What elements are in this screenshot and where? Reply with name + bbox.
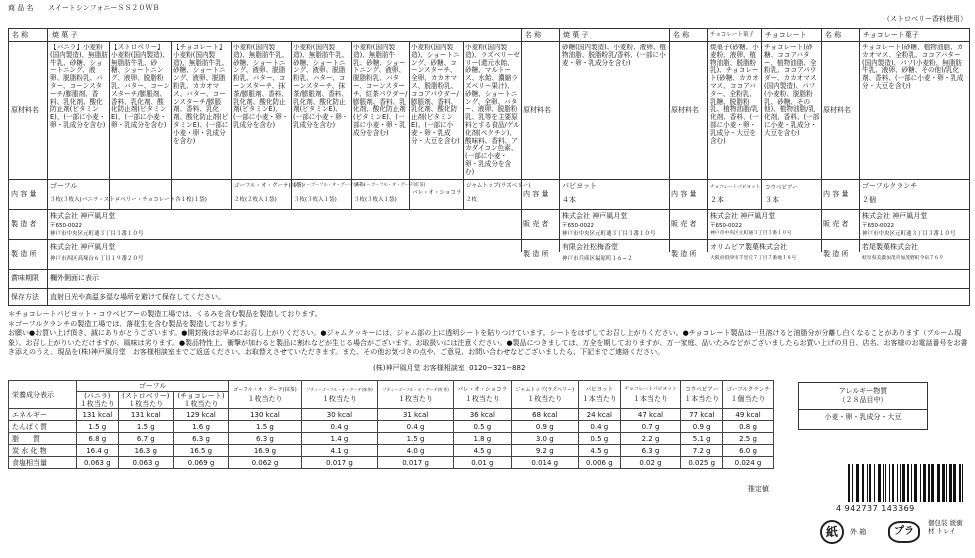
barcode-bar — [852, 464, 853, 502]
allergen-items: 小麦・卵・乳成分・大豆 — [799, 409, 927, 422]
col2-name-label: 名 称 — [525, 31, 542, 39]
nutrition-value: 47 kcal — [620, 409, 681, 421]
nutrition-value: 131 kcal — [77, 409, 119, 421]
col3-content-b: コウベピアー — [765, 185, 798, 191]
contact — [373, 364, 525, 373]
nutrition-value: 2.2 g — [620, 433, 681, 445]
nutrition-value: 6.8 g — [77, 433, 119, 445]
nutrition-value: 5.1 g — [681, 433, 723, 445]
col4-content: ゴーフルクランチ — [862, 182, 918, 190]
col4-plant-label: 製 造 所 — [823, 250, 849, 258]
barcode-bar — [892, 464, 894, 502]
nutrition-value: 24 kcal — [578, 409, 620, 421]
col4-name: チョコレート菓子 — [863, 31, 919, 39]
nutrition-row-label: 食塩相当量 — [9, 457, 77, 469]
barcode-bar — [856, 464, 859, 502]
col3-plant-label: 製 造 所 — [671, 250, 697, 258]
barcode-bar — [869, 464, 871, 502]
barcode-bar — [897, 464, 898, 502]
nutrition-value: 0.7 g — [620, 421, 681, 433]
col-petit-matcha: プティーゴーフル・オ・グーテ(抹茶) １枚当たり — [301, 381, 377, 409]
col3-plant-address: 大阪府摂津市千里丘７丁目７番地１８号 — [710, 256, 797, 261]
content-goufre: ゴーフル — [50, 182, 78, 190]
nutrition-value: 0.4 g — [378, 421, 454, 433]
nutrition-value: 16.4 g — [77, 445, 119, 457]
col-chocolate: (チョコレート) １枚当たり — [173, 392, 228, 409]
nutrition-value: 0.01 g — [454, 457, 511, 469]
col3-name-a: チョコレート菓子 — [710, 32, 754, 38]
col3-content-label: 内 容 量 — [671, 190, 697, 198]
nutrition-value: 1.5 g — [378, 433, 454, 445]
paper-recycle-icon: 紙 — [820, 520, 844, 544]
col2-content-label: 内 容 量 — [523, 190, 549, 198]
ingredients-strawberry: 【ストロベリー】小麦粉(国内製造)、無脂肪牛乳、砂糖、ショートニング、液卵、脱脂粉乳、バター、コーンスターチ/膨脹剤、香料、乳化剤、酸化防止剤(ビタミンE)、(一部に小麦・卵・乳成分を含む) — [111, 44, 170, 129]
nutrition-value: 6.3 g — [229, 433, 302, 445]
col4-seller-label: 販 売 者 — [823, 220, 849, 228]
nutrition-value: 36 kcal — [454, 409, 511, 421]
barcode-bar — [949, 464, 952, 502]
ingredients-petit-tea: 小麦粉(国内製造)、無脂肪牛乳、砂糖、ショートニング、液卵、脱脂粉乳、バター、コーンスターチ、紅茶パウダー/膨脹剤、香料、乳化剤、酸化防止剤(ビタミンE)、(一部に小麦・卵・乳成分を含む) — [353, 44, 408, 137]
col4-seller-address: 神戸市中央区元町通３丁目３番１０号 — [862, 231, 956, 237]
storage-label: 保存方法 — [11, 293, 39, 301]
barcode-bar — [862, 464, 864, 502]
barcode-bar — [885, 464, 886, 502]
col2-seller: 株式会社 神戸風月堂 — [562, 212, 628, 220]
barcode-bar — [900, 464, 901, 502]
product-name-label: 商 品 名 — [8, 4, 34, 12]
nutrition-row-label: 脂 質 — [9, 433, 77, 445]
nutrition-row — [9, 421, 774, 433]
barcode-bar — [907, 464, 909, 502]
col3-qty-a: ２本 — [710, 196, 724, 204]
note-walnut: ＊チョコレートパピヨット・コウベピアーの製造工場では、くるみを含む製品を製造しております。 — [8, 310, 322, 318]
col3-ingredients-b: チョコレート(砂糖、ココアバター、植物油脂、全粉乳、ココアパウダー、カカオマス(国内製造)、パフ(小麦粉、脱脂粉乳、砂糖、その他)、植物油脂/乳化剤、香料、(一部に小麦・乳成分・大豆を含む) — [764, 44, 820, 137]
nutrition-value: 1.5 g — [118, 421, 173, 433]
nutrition-row — [9, 409, 774, 421]
nutrition-value: 0.062 g — [229, 457, 302, 469]
col3-content-a: チョコレートパピヨット — [710, 185, 761, 190]
nutrition-value: 0.069 g — [173, 457, 228, 469]
nutrition-value: 6.0 g — [723, 445, 774, 457]
col-petit-tea: プティーゴーフル・オ・グーテ(紅茶) １枚当たり — [378, 381, 454, 409]
ingredients-jam-top: 小麦粉(国内製造)、ラズベリーゼリー(還元水飴、砂糖、マルトース、水飴、濃縮ラズベリー果汁)、砂糖、ショートニング、全卵、バター、液卵、脱脂粉乳、乳等を主要原料とする食品/ゲル化剤(ペクチン)、酸味料、香料、アカダイコン色素、(一部に小麦・卵・乳成分を含む) — [465, 44, 520, 176]
name-label: 名 称 — [12, 31, 29, 39]
col4-ingredients: チョコレート(砂糖、植物油脂、カカオマス、全粉乳、ココアバター(国内製造)、パフ(小麦粉、無脂肪牛乳、液卵、砂糖、その他)/乳化剤、香料、(一部に小麦・卵・乳成分・大豆を含む) — [862, 44, 964, 90]
nutrition-row-label: たんぱく質 — [9, 421, 77, 433]
nutrition-value: 16.5 g — [173, 445, 228, 457]
variant-note: （ストロベリー香料使用） — [883, 15, 967, 23]
col4-plant: 若尾製菓株式会社 — [862, 243, 918, 251]
col4-qty: ２個 — [862, 196, 876, 204]
best-before-label: 賞味期限 — [11, 274, 39, 282]
nutrition-value: 0.024 g — [723, 457, 774, 469]
col-papillote: パピヨット １本当たり — [578, 381, 620, 409]
nutrition-value: 1.8 g — [454, 433, 511, 445]
nutrition-value: 0.006 g — [578, 457, 620, 469]
col3-plant: オリムピア製菓株式会社 — [710, 243, 787, 251]
nutrition-value: 77 kcal — [681, 409, 723, 421]
barcode-bar — [946, 464, 947, 502]
col3-seller-label: 販 売 者 — [671, 220, 697, 228]
nutrition-value: 4.0 g — [378, 445, 454, 457]
ingredients-label: 原材料名 — [11, 106, 39, 114]
col-crunch: ゴーフルクランチ １個当たり — [723, 381, 774, 409]
barcode-bar — [914, 464, 917, 502]
content-jam-top: ジャムトップ(ラズベリー) — [466, 183, 531, 189]
best-before: 欄外側面に表示 — [50, 274, 99, 282]
barcode-bar — [889, 464, 890, 502]
allergen-title: アレルギー物質 — [838, 387, 888, 395]
content-label: 内 容 量 — [11, 190, 37, 198]
plant-address: 神戸市西区高塚台６丁目１９番２０号 — [50, 256, 144, 262]
nutrition-value: 0.5 g — [454, 421, 511, 433]
allergen-subtitle: （２８品目中） — [838, 396, 888, 404]
ingredients-pave-chocolat: 小麦粉(国内製造)、ショートニング、砂糖、コーンスターチ、全卵、カカオマス、脱脂粉乳、ココアパウダー/膨脹剤、香料、乳化剤、酸化防止剤(ビタミンE)、(一部に小麦・卵・乳成分・大豆を含む) — [411, 44, 460, 145]
col4-plant-address: 岐阜県美濃加茂市加茂野町今泉７６９ — [862, 256, 944, 261]
nutrition-value: 0.8 g — [723, 421, 774, 433]
barcode-bar — [937, 464, 940, 502]
col2-ingredients-label: 原材料名 — [523, 106, 551, 114]
content-pave: バレ・オ・ショコラ — [412, 190, 462, 196]
barcode-digits: 4 942737 143369 — [836, 504, 915, 513]
col4-seller-zip: 〒650-0022 — [862, 223, 894, 229]
col3-seller: 株式会社 神戸風月堂 — [710, 212, 776, 220]
barcode-bar — [920, 464, 921, 502]
col3-qty-b: ３本 — [765, 196, 779, 204]
col2-name: 焼 菓 子 — [563, 31, 589, 39]
allergen-box — [798, 382, 928, 430]
nutrition-value: 49 kcal — [723, 409, 774, 421]
col3-name-b: チョコレート — [765, 31, 807, 39]
storage: 直射日光や高温多湿な場所を避けて保存してください。 — [50, 293, 225, 301]
nutrition-value: 3.0 g — [511, 433, 578, 445]
col-pave: バレ・オ・ショコラ １枚当たり — [454, 381, 511, 409]
nutrition-value: 0.017 g — [301, 457, 377, 469]
nutrition-value: 1.5 g — [77, 421, 119, 433]
col-matcha-goute: ゴーフル・オ・グーテ(抹茶) １枚当たり — [229, 381, 302, 409]
col4-ingredients-label: 原材料名 — [823, 106, 851, 114]
col2-seller-zip: 〒650-0022 — [562, 223, 594, 229]
maker-zip: 〒650-0022 — [50, 223, 82, 229]
content-matcha-goute: ゴーフル・オ・グーテ(抹茶) — [234, 183, 304, 189]
col2-content-qty: ４本 — [562, 196, 576, 204]
nutrition-value: 0.9 g — [511, 421, 578, 433]
product-name: スイートシンフォニーＳＳ２０ＷＢ — [48, 4, 160, 12]
paper-label: 外 箱 — [850, 528, 867, 536]
nutrition-value: 6.3 g — [620, 445, 681, 457]
notes — [8, 310, 970, 358]
content-goufre-qty: ３枚(３枚入(バニラ・ストロベリー・チョコレート各１枚)１袋) — [50, 197, 207, 203]
col2-plant-address: 神戸市兵庫区福原町１６−２ — [562, 256, 633, 262]
content-petit-tea-qty: ３枚(３枚入１袋) — [354, 197, 397, 203]
estimated-note: 推定値 — [748, 485, 769, 493]
maker-label: 製 造 者 — [11, 220, 37, 228]
nutrition-value: 31 kcal — [378, 409, 454, 421]
nutrition-value: 6.3 g — [173, 433, 228, 445]
barcode-bar — [959, 464, 961, 502]
col4-seller: 株式会社 神戸風月堂 — [862, 212, 928, 220]
col2-plant: 有限会社松梅香堂 — [562, 243, 618, 251]
nutrition-value: 6.7 g — [118, 433, 173, 445]
col3-ingredients-label: 原材料名 — [671, 106, 699, 114]
col-vanilla: (バニラ) １枚当たり — [77, 392, 119, 409]
nutrition-value: 0.5 g — [578, 433, 620, 445]
col-jam-top: ジャムトップ(ラズベリー) １枚当たり — [511, 381, 578, 409]
nutrition-value: 68 kcal — [511, 409, 578, 421]
plant-name: 株式会社 神戸風月堂 — [50, 243, 116, 251]
nutrition-value: 0.9 g — [681, 421, 723, 433]
maker-name: 株式会社 神戸風月堂 — [50, 212, 116, 220]
nutrition-value: 16.9 g — [229, 445, 302, 457]
col3-seller-zip: 〒650-0022 — [710, 223, 742, 229]
nutrition-value: 131 kcal — [118, 409, 173, 421]
col2-ingredients: 砂糖(国内製造)、小麦粉、液卵、植物油脂、脱脂粉乳/香料、(一部に小麦・卵・乳成分を含む) — [562, 44, 667, 67]
col2-content: パピヨット — [562, 182, 597, 190]
col2-seller-address: 神戸市中央区元町通３丁目３番１０号 — [562, 231, 656, 237]
barcode-bar — [942, 464, 945, 502]
barcode-bar — [911, 464, 912, 502]
nutrition-row-label: エネルギー — [9, 409, 77, 421]
content-petit-matcha-qty: ３枚(３枚入１袋) — [294, 197, 337, 203]
nutrition-title: 栄養成分表示 — [9, 381, 77, 409]
col4-name-label: 名 称 — [825, 31, 842, 39]
nutrition-value: 4.5 g — [578, 445, 620, 457]
col3-ingredients-a: 焼菓子(砂糖、小麦粉、液卵、植物油脂、脱脂粉乳)、チョコレート(砂糖、カカオマス、ココアバター、全粉乳、乳糖、脱脂粉乳、植物油脂/乳化剤、香料、(一部に小麦・卵・乳成分・大豆を含む) — [710, 44, 759, 145]
nutrition-value: 0.063 g — [77, 457, 119, 469]
nutrition-value: 1.5 g — [229, 421, 302, 433]
col-choco-papillote: チョコレートパピヨット １本当たり — [620, 381, 681, 409]
ingredients-chocolate: 【チョコレート】小麦粉(国内製造)、無脂肪牛乳、砂糖、ショートニング、液卵、脱脂粉乳、カカオマス、バター、コーンスターチ/膨脹剤、香料、乳化剤、酸化防止剤(ビタミンE)、(一部に小麦・卵・乳成分を含む) — [173, 44, 229, 145]
barcode-bar — [878, 464, 881, 502]
nutrition-value: 0.4 g — [578, 421, 620, 433]
nutrition-value: 130 kcal — [229, 409, 302, 421]
content-matcha-goute-qty: ２枚(２枚入１袋) — [234, 197, 277, 203]
label-table — [8, 28, 970, 306]
ingredients-petit-matcha: 小麦粉(国内製造)、無脂肪牛乳、砂糖、ショートニング、液卵、脱脂粉乳、バター、コーンスターチ、抹茶/膨脹剤、香料、乳化剤、酸化防止剤(ビタミンE)、(一部に小麦・卵・乳成分を含む) — [293, 44, 349, 129]
ingredients-matcha-goute: 小麦粉(国内製造)、無脂肪牛乳、砂糖、ショートニング、液卵、脱脂粉乳、バター、コーンスターチ、抹茶/膨脹剤、香料、乳化剤、酸化防止剤(ビタミンE)、(一部に小麦・卵・乳成分を含む) — [233, 44, 289, 129]
barcode — [836, 464, 966, 514]
barcode-bar — [867, 464, 868, 502]
nutrition-value: 0.014 g — [511, 457, 578, 469]
content-jam-top-qty: ２枚 — [466, 197, 478, 203]
barcode-bars — [846, 464, 966, 504]
ingredients-vanilla: 【バニラ】小麦粉(国内製造)、無脂肪牛乳、砂糖、ショートニング、液卵、脱脂粉乳、バター、コーンスターチ/膨脹剤、香料、乳化剤、酸化防止剤(ビタミンE)、(一部に小麦・卵・乳成分を含む) — [50, 44, 108, 129]
nutrition-value: 0.017 g — [378, 457, 454, 469]
plastic-recycle-icon: プラ — [888, 521, 920, 543]
nutrition-row — [9, 445, 774, 457]
plant-label: 製 造 所 — [11, 250, 37, 258]
nutrition-value: 2.5 g — [723, 433, 774, 445]
contact-label: お客様相談室 — [422, 364, 465, 372]
plastic-label: 個包装 緩衝材 トレイ — [928, 519, 963, 535]
nutrition-value: 0.025 g — [681, 457, 723, 469]
nutrition-row — [9, 457, 774, 469]
col2-seller-label: 販 売 者 — [523, 220, 549, 228]
col4-content-label: 内 容 量 — [823, 190, 849, 198]
nutrition-value: 0.063 g — [118, 457, 173, 469]
barcode-bar — [883, 464, 884, 502]
barcode-bar — [962, 464, 963, 502]
note-peanut: ＊ゴーフルクランチの製造工場では、落花生を含む製品を製造しております。 — [8, 319, 252, 328]
nutrition-table — [8, 380, 774, 469]
contact-phone: 0120−321−882 — [469, 364, 526, 372]
content-petit-tea: プティーゴーフル・オ・グーテ(紅茶) — [354, 183, 426, 188]
nutrition-value: 4.5 g — [454, 445, 511, 457]
nutrition-row-label: 炭 水 化 物 — [9, 445, 77, 457]
nutrition-value: 7.2 g — [681, 445, 723, 457]
barcode-bar — [848, 464, 850, 502]
col-kobe-pier: コウベピアー １本当たり — [681, 381, 723, 409]
nutrition-value: 30 kcal — [301, 409, 377, 421]
maker-address: 神戸市中央区元町通３丁目３番１０号 — [50, 231, 144, 237]
nutrition-value: 9.2 g — [511, 445, 578, 457]
nutrition-value: 16.3 g — [118, 445, 173, 457]
note-request: お願い●お買い上げ頂き、誠にありがとうございます。●開封後はお早めにお召し上がりください。●ジャムクッキーには、ジャム部の上に透明シートを貼りつけています。シートをはずしてお召し上がりください。●チョコレート製品は一旦溶けると油脂分が分離し白くなることがあります（ブルーム現象）。お召し上がりいただけますが、風味は劣ります。●製品特性上、衝撃が加わると製品に割れなどが生じる場合がございます。お取扱いには注意ください。●製品につきましては、万全を期しておりますが、万一家庭、品いたみなどがございましたらお買い上げの月日、店名、お客様のお電話番号をお書き添えのうえ、現品を(株)神戸風月堂 お客様相談室までご返送ください。お取替えさせていただきます。また、その他お気づきの点や、ご意見、お問い合わせなどございましたら、下記までご連絡ください。 — [8, 329, 968, 356]
name-value: 焼 菓 子 — [52, 31, 78, 39]
nutrition-value: 0.4 g — [301, 421, 377, 433]
nutrition-value: 0.02 g — [620, 457, 681, 469]
nutrition-value: 1.6 g — [173, 421, 228, 433]
barcode-bar — [953, 464, 956, 502]
nutrition-value: 129 kcal — [173, 409, 228, 421]
contact-company: (株)神戸風月堂 — [373, 364, 421, 372]
nutrition-row — [9, 433, 774, 445]
nutrition-value: 4.1 g — [301, 445, 377, 457]
barcode-bar — [928, 464, 930, 502]
goufre-header: ゴーフル — [77, 381, 229, 392]
barcode-bar — [874, 464, 875, 502]
col2-plant-label: 製 造 所 — [523, 250, 549, 258]
col-strawberry: (ストロベリー) １枚当たり — [118, 392, 173, 409]
col3-name-label: 名 称 — [673, 31, 690, 39]
barcode-bar — [902, 464, 905, 502]
col3-seller-address: 神戸市中央区元町通３丁目３番１０号 — [710, 231, 792, 236]
barcode-bar — [931, 464, 934, 502]
content-petit-matcha: プティーゴーフル・オ・グーテ(抹茶) — [294, 183, 366, 188]
barcode-bar — [923, 464, 926, 502]
nutrition-value: 1.4 g — [301, 433, 377, 445]
